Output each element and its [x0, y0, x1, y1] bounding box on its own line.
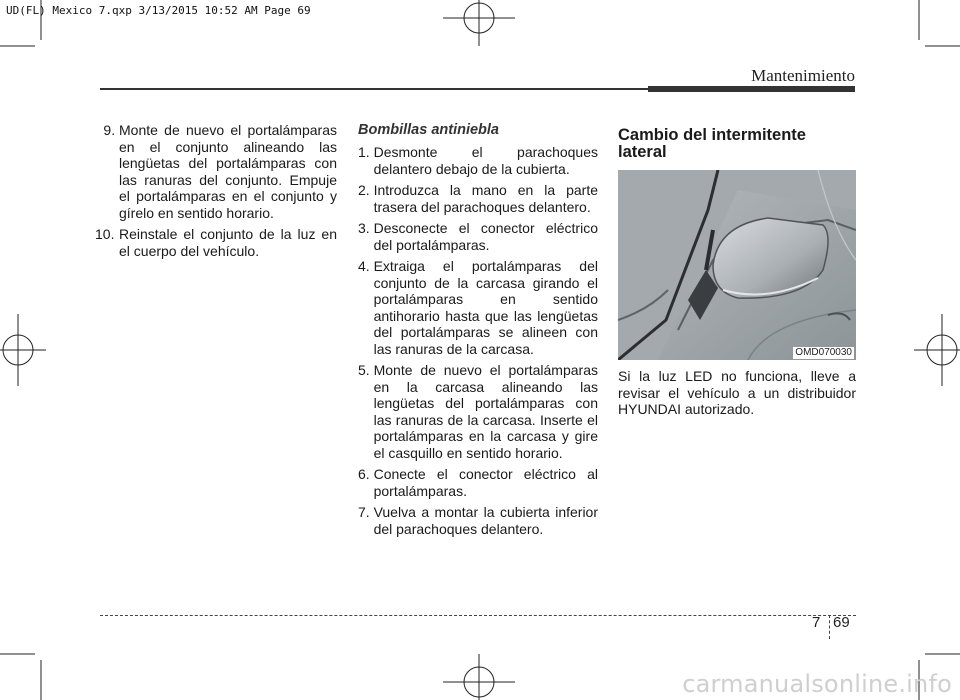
print-slug: UD(FL) Mexico 7.qxp 3/13/2015 10:52 AM Page 69 — [6, 4, 311, 17]
list-number: 10. — [95, 226, 119, 242]
side-mirror-illustration — [618, 170, 856, 360]
list-item — [358, 362, 598, 461]
list-item — [95, 226, 337, 259]
list-number: 1. — [358, 144, 374, 160]
list-number: 3. — [358, 220, 374, 236]
side-mirror-photo — [618, 170, 856, 360]
list-item — [358, 258, 598, 357]
list-item — [358, 182, 598, 215]
list-text: Desconecte el conector eléctrico del portalámparas. — [373, 220, 598, 253]
side-repeater-heading: Cambio del intermitente lateral — [618, 126, 806, 161]
header-rule-accent — [648, 86, 855, 92]
footer-rule — [100, 615, 856, 616]
list-item — [358, 220, 598, 253]
list-item — [358, 144, 598, 177]
list-text: Monte de nuevo el portalámparas en la carcasa alineando las lengüetas del portalámparas con las ranuras de la carcasa. Inserte el portalámparas en la carcasa y gire el casquillo en sentido horario. — [373, 362, 598, 461]
list-item — [358, 466, 598, 499]
list-number: 6. — [358, 466, 374, 482]
list-number: 4. — [358, 258, 374, 274]
section-title: Mantenimiento — [751, 66, 855, 85]
column-middle — [358, 122, 598, 542]
chapter-number: 7 — [812, 614, 821, 631]
image-code: OMD070030 — [795, 347, 852, 358]
list-text: Desmonte el parachoques delantero debajo de la cubierta. — [373, 144, 598, 177]
list-text: Conecte el conector eléctrico al portalámparas. — [373, 466, 598, 499]
list-text: Reinstale el conjunto de la luz en el cuerpo del vehículo. — [119, 226, 337, 259]
footer-separator — [829, 615, 830, 639]
list-text: Extraiga el portalámparas del conjunto de la carcasa girando el portalámparas en sentido antihorario hasta que las lengüetas del portalámparas se alineen con las ranuras de la carcasa. — [373, 258, 598, 357]
page-number: 69 — [833, 614, 850, 631]
header-rule — [100, 88, 648, 90]
fog-lamp-subheading: Bombillas antiniebla — [358, 122, 499, 138]
column-right — [618, 127, 856, 418]
list-number: 2. — [358, 182, 374, 198]
led-note-paragraph: Si la luz LED no funciona, lleve a revisar el vehículo a un distribuidor HYUNDAI autorizado. — [618, 368, 856, 417]
list-number: 5. — [358, 362, 374, 378]
list-number: 7. — [358, 504, 374, 520]
watermark: carmanualsonline.info — [682, 670, 952, 698]
list-text: Vuelva a montar la cubierta inferior del parachoques delantero. — [373, 504, 598, 537]
list-item — [103, 122, 337, 221]
column-left — [95, 122, 337, 264]
list-text: Monte de nuevo el portalámparas en el conjunto alineando las lengüetas del portalámparas con las ranuras del conjunto. Empuje el portalámparas en el conjunto y gírelo en sentido horario. — [119, 122, 337, 221]
list-item — [358, 504, 598, 537]
list-number: 9. — [103, 122, 119, 138]
list-text: Introduzca la mano en la parte trasera del parachoques delantero. — [373, 182, 598, 215]
